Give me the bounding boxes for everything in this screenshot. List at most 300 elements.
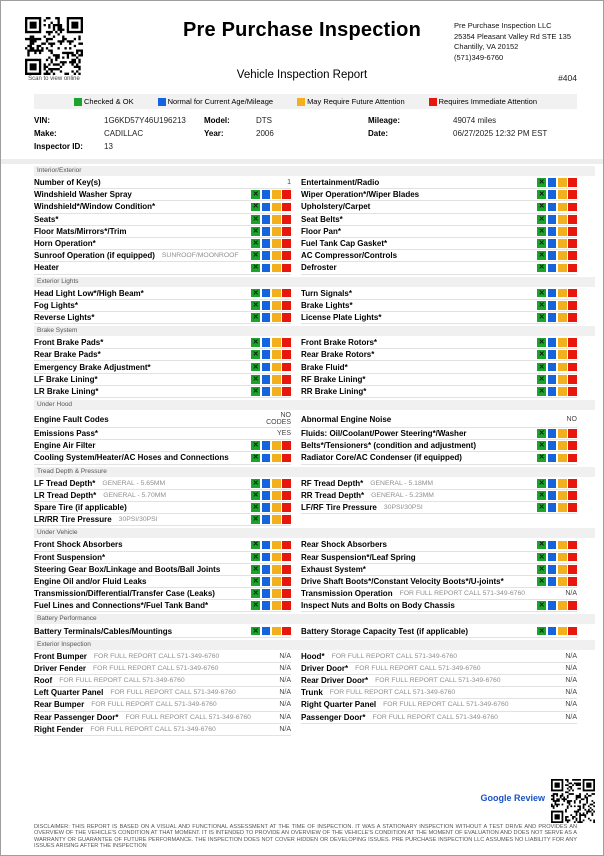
rating-scale [537, 601, 577, 610]
rating-blue-box [262, 264, 271, 273]
rating-x-mark: ✕ [538, 264, 545, 272]
inspection-row [34, 490, 577, 502]
rating-red-box [282, 375, 291, 384]
rating-x-mark: ✕ [252, 565, 259, 573]
rating-blue-box [262, 251, 271, 260]
rating-red-box [282, 350, 291, 359]
item-label: LF/RF Tire Pressure [301, 503, 377, 513]
rating-red-box [282, 577, 291, 586]
rating-blue-box [548, 503, 557, 512]
rating-yellow-box [558, 503, 567, 512]
rating-x-mark: ✕ [252, 491, 259, 499]
inspection-cell [301, 564, 577, 576]
inspection-row [34, 177, 577, 189]
rating-green-selected-box [537, 627, 546, 636]
rating-scale [251, 577, 291, 586]
rating-scale [251, 227, 291, 236]
rating-red-box [568, 541, 577, 550]
item-label: License Plate Lights* [301, 312, 382, 322]
inspection-row [34, 411, 577, 428]
rating-yellow-box [558, 429, 567, 438]
rating-red-box [568, 441, 577, 450]
item-label: RF Brake Lining* [301, 374, 366, 384]
rating-x-mark: ✕ [538, 565, 545, 573]
rating-x-mark: ✕ [252, 479, 259, 487]
inspection-cell [301, 374, 577, 386]
item-note: FOR FULL REPORT CALL 571-349-6760 [59, 677, 185, 685]
rating-scale [251, 375, 291, 384]
rating-blue-box [262, 601, 271, 610]
rating-yellow-box [272, 577, 281, 586]
item-value: N/A [565, 701, 577, 709]
item-label: Battery Terminals/Cables/Mountings [34, 626, 173, 636]
rating-blue-box [548, 454, 557, 463]
rating-scale [537, 577, 577, 586]
item-note: FOR FULL REPORT CALL 571-349-6760 [125, 713, 251, 721]
rating-red-box [282, 239, 291, 248]
inspection-row [34, 576, 577, 588]
rating-green-selected-box [537, 338, 546, 347]
inspection-cell [301, 663, 577, 675]
rating-red-box [568, 503, 577, 512]
item-value: NO [566, 415, 577, 423]
item-label: Floor Mats/Mirrors*/Trim [34, 226, 127, 236]
vehicle-field-label: Date: [368, 129, 389, 138]
report-number: #404 [558, 73, 577, 83]
inspection-cell [301, 189, 577, 201]
rating-red-box [568, 375, 577, 384]
blue-legend-swatch [158, 98, 166, 106]
inspection-cell [34, 478, 291, 490]
inspection-cell [34, 687, 291, 699]
rating-red-box [568, 627, 577, 636]
rating-yellow-box [558, 541, 567, 550]
rating-red-box [568, 387, 577, 396]
rating-scale [251, 565, 291, 574]
rating-blue-box [548, 289, 557, 298]
rating-x-mark: ✕ [252, 602, 259, 610]
rating-scale [251, 289, 291, 298]
rating-blue-box [548, 565, 557, 574]
page-title: Pre Purchase Inspection [182, 19, 422, 41]
inspection-cell [34, 361, 291, 373]
vehicle-field-label: Model: [204, 116, 230, 125]
inspection-cell [301, 312, 577, 324]
section-header: Exterior Inspection [34, 640, 595, 650]
rating-yellow-box [272, 454, 281, 463]
rating-x-mark: ✕ [538, 387, 545, 395]
inspection-cell [34, 189, 291, 201]
item-label: Seats* [34, 214, 59, 224]
rating-scale [537, 264, 577, 273]
rating-yellow-box [272, 441, 281, 450]
rating-yellow-box [558, 577, 567, 586]
company-address-line1: 25354 Pleasant Valley Rd STE 135 [454, 31, 572, 41]
item-label: AC Compressor/Controls [301, 251, 398, 261]
rating-blue-box [262, 565, 271, 574]
item-label: Emissions Pass* [34, 429, 99, 439]
inspection-cell [301, 428, 577, 440]
rating-scale [251, 203, 291, 212]
vehicle-field-value: 1G6KD57Y46U196213 [104, 116, 186, 125]
rating-green-selected-box [251, 515, 260, 524]
rating-red-box [568, 565, 577, 574]
rating-red-box [282, 190, 291, 199]
rating-yellow-box [558, 190, 567, 199]
section-divider [1, 159, 603, 164]
vehicle-field-label: Year: [204, 129, 224, 138]
item-label: Radiator Core/AC Condenser (if equipped) [301, 453, 462, 463]
rating-green-selected-box [251, 479, 260, 488]
rating-scale [537, 313, 577, 322]
inspection-cell [34, 588, 291, 600]
report-header [1, 1, 603, 91]
item-label: LR Brake Lining* [34, 386, 99, 396]
rating-blue-box [548, 264, 557, 273]
inspection-cell [301, 724, 577, 736]
rating-scale [251, 338, 291, 347]
item-label: LF Brake Lining* [34, 374, 98, 384]
rating-scale [537, 503, 577, 512]
rating-yellow-box [558, 479, 567, 488]
rating-scale [251, 454, 291, 463]
rating-yellow-box [558, 553, 567, 562]
rating-blue-box [262, 350, 271, 359]
rating-red-box [568, 289, 577, 298]
rating-green-selected-box [537, 203, 546, 212]
inspection-cell [34, 411, 291, 428]
item-label: Rear Suspension*/Leaf Spring [301, 552, 416, 562]
rating-green-selected-box [251, 589, 260, 598]
item-note: GENERAL - 5.18MM [370, 479, 434, 487]
rating-scale [251, 627, 291, 636]
rating-red-box [282, 215, 291, 224]
rating-blue-box [262, 227, 271, 236]
rating-yellow-box [272, 338, 281, 347]
rating-green-selected-box [537, 190, 546, 199]
rating-scale [537, 479, 577, 488]
rating-yellow-box [558, 239, 567, 248]
inspection-cell [301, 576, 577, 588]
rating-red-box [282, 251, 291, 260]
inspection-cell [34, 651, 291, 663]
item-note: FOR FULL REPORT CALL 571-349-6760 [375, 677, 501, 685]
vehicle-field-value: 13 [104, 142, 113, 151]
item-value: N/A [279, 652, 291, 660]
rating-blue-box [262, 541, 271, 550]
rating-blue-box [548, 627, 557, 636]
inspection-cell [301, 361, 577, 373]
section-header: Tread Depth & Pressure [34, 467, 595, 477]
inspection-row [34, 349, 577, 361]
inspection-row [34, 651, 577, 663]
disclaimer-text: DISCLAIMER: THIS REPORT IS BASED ON A VISUAL AND FUNCTIONAL ASSESSMENT AT THE TIME OF INSPECTION. IT WAS A STATIONARY INSPECTION WITHOUT A TEST DRIVE AND PROVIDES AN OVERVIEW OF THE VEHICLE'S CONDITION AT THAT MOMENT. IT IS INTENDED TO PROVIDE AN OVERVIEW OF THE VEHICLE'S CONDITION AT THE MOMENT OF EVALUATION AND DOES NOT SERVE AS A WARRANTY OR GUARANTEE OF FUTURE PERFORMANCE. THE INSPECTION DOES NOT COVER HIDDEN OR DEVELOPING ISSUES. PRE PURCHASE INSPECTION LLC ASSUMES NO LIABILITY FOR ANY ISSUES ARISING AFTER THE INSPECTION [34, 823, 577, 850]
item-label: Transmission/Differential/Transfer Case (Leaks) [34, 589, 215, 599]
rating-green-selected-box [537, 215, 546, 224]
legend-item [158, 97, 273, 106]
item-label: Engine Fault Codes [34, 414, 109, 424]
rating-green-selected-box [537, 429, 546, 438]
rating-green-selected-box [251, 363, 260, 372]
rating-blue-box [548, 227, 557, 236]
rating-green-selected-box [537, 541, 546, 550]
item-label: Cooling System/Heater/AC Hoses and Connections [34, 453, 229, 463]
rating-scale [537, 350, 577, 359]
inspection-cell [301, 687, 577, 699]
rating-scale [537, 215, 577, 224]
rating-green-selected-box [251, 503, 260, 512]
rating-blue-box [262, 503, 271, 512]
rating-x-mark: ✕ [252, 252, 259, 260]
rating-yellow-box [558, 491, 567, 500]
rating-red-box [282, 264, 291, 273]
section-header: Interior/Exterior [34, 166, 595, 176]
vehicle-field-empty [368, 140, 453, 153]
item-label: Front Brake Rotors* [301, 338, 378, 348]
legend-item [429, 97, 537, 106]
rating-green-selected-box [537, 387, 546, 396]
item-label: Front Suspension* [34, 552, 106, 562]
rating-scale [251, 541, 291, 550]
item-note: FOR FULL REPORT CALL 571-349-6760 [399, 590, 526, 598]
rating-scale [251, 239, 291, 248]
rating-red-box [568, 601, 577, 610]
item-label: Abnormal Engine Noise [301, 414, 392, 424]
rating-green-selected-box [537, 375, 546, 384]
item-label: Belts*/Tensioners* (condition and adjustment) [301, 441, 476, 451]
inspection-row [34, 440, 577, 452]
rating-green-selected-box [251, 553, 260, 562]
rating-x-mark: ✕ [252, 504, 259, 512]
inspection-cell [34, 428, 291, 440]
rating-x-mark: ✕ [252, 541, 259, 549]
rating-scale [251, 515, 291, 524]
rating-green-selected-box [537, 264, 546, 273]
inspection-row [34, 564, 577, 576]
rating-scale [537, 454, 577, 463]
inspection-cell [301, 502, 577, 514]
rating-green-selected-box [537, 503, 546, 512]
item-label: Brake Fluid* [301, 362, 348, 372]
inspection-cell [301, 300, 577, 312]
rating-yellow-box [272, 203, 281, 212]
inspection-cell [34, 699, 291, 711]
rating-red-box [282, 289, 291, 298]
vehicle-field-value: 06/27/2025 12:32 PM EST [453, 129, 548, 138]
inspection-row [34, 374, 577, 386]
inspection-cell [301, 478, 577, 490]
rating-green-selected-box [537, 363, 546, 372]
scan-qr-code-icon [25, 17, 83, 75]
rating-scale [537, 429, 577, 438]
item-label: LR/RR Tire Pressure [34, 515, 112, 525]
vehicle-field-label: Mileage: [368, 116, 401, 125]
inspection-cell [34, 539, 291, 551]
inspection-cell [301, 177, 577, 189]
inspection-row [34, 201, 577, 213]
rating-x-mark: ✕ [538, 553, 545, 561]
inspection-cell [34, 440, 291, 452]
rating-green-selected-box [537, 565, 546, 574]
rating-blue-box [262, 627, 271, 636]
rating-scale [251, 503, 291, 512]
rating-scale [537, 541, 577, 550]
rating-scale [537, 553, 577, 562]
rating-yellow-box [272, 387, 281, 396]
rating-green-selected-box [251, 375, 260, 384]
rating-blue-box [262, 375, 271, 384]
item-label: Head Light Low*/High Beam* [34, 288, 144, 298]
rating-blue-box [262, 553, 271, 562]
rating-yellow-box [272, 227, 281, 236]
rating-red-box [568, 227, 577, 236]
rating-red-box [282, 338, 291, 347]
rating-red-box [568, 491, 577, 500]
rating-yellow-box [272, 627, 281, 636]
inspection-cell [34, 675, 291, 687]
inspection-cell [34, 238, 291, 250]
company-address-line2: Chantilly, VA 20152 [454, 42, 519, 51]
rating-scale [537, 227, 577, 236]
item-value: N/A [279, 677, 291, 685]
inspection-row [34, 238, 577, 250]
rating-blue-box [262, 215, 271, 224]
inspection-row [34, 226, 577, 238]
inspection-cell [34, 201, 291, 213]
legend-label: Requires Immediate Attention [438, 97, 538, 106]
rating-x-mark: ✕ [538, 227, 545, 235]
inspection-cell [301, 651, 577, 663]
inspection-row [34, 600, 577, 612]
inspection-row [34, 337, 577, 349]
rating-x-mark: ✕ [538, 351, 545, 359]
legend-label: Normal for Current Age/Mileage [167, 97, 274, 106]
inspection-cell [301, 552, 577, 564]
rating-yellow-box [558, 264, 567, 273]
rating-scale [251, 190, 291, 199]
rating-x-mark: ✕ [252, 351, 259, 359]
rating-yellow-box [272, 375, 281, 384]
item-value: N/A [565, 590, 577, 598]
rating-scale [251, 301, 291, 310]
rating-blue-box [548, 577, 557, 586]
rating-red-box [282, 565, 291, 574]
rating-scale [537, 301, 577, 310]
rating-scale [537, 363, 577, 372]
rating-green-selected-box [251, 491, 260, 500]
rating-yellow-box [272, 589, 281, 598]
inspection-row [34, 712, 577, 724]
rating-blue-box [262, 338, 271, 347]
item-note: GENERAL - 5.65MM [102, 479, 166, 487]
item-label: Emergency Brake Adjustment* [34, 362, 151, 372]
section-header: Exterior Lights [34, 277, 595, 287]
google-review-link[interactable]: Google Review [480, 793, 545, 803]
inspection-row [34, 539, 577, 551]
rating-blue-box [262, 589, 271, 598]
rating-red-box [282, 301, 291, 310]
rating-green-selected-box [537, 601, 546, 610]
vehicle-field-value: CADILLAC [104, 129, 144, 138]
rating-red-box [568, 190, 577, 199]
inspection-cell [34, 576, 291, 588]
rating-yellow-box [558, 441, 567, 450]
rating-red-box [568, 178, 577, 187]
inspection-cell [34, 502, 291, 514]
rating-x-mark: ✕ [538, 289, 545, 297]
item-label: Right Fender [34, 724, 84, 734]
inspection-cell [301, 675, 577, 687]
item-label: Windshield*/Window Condition* [34, 202, 156, 212]
rating-yellow-box [558, 251, 567, 260]
rating-red-box [568, 264, 577, 273]
inspection-cell [301, 452, 577, 464]
item-label: Rear Brake Rotors* [301, 350, 375, 360]
rating-scale [537, 441, 577, 450]
report-subtitle: Vehicle Inspection Report [236, 69, 368, 81]
inspection-row [34, 478, 577, 490]
rating-green-selected-box [251, 289, 260, 298]
rating-green-selected-box [251, 387, 260, 396]
rating-green-selected-box [537, 553, 546, 562]
rating-blue-box [548, 301, 557, 310]
item-label: Seat Belts* [301, 214, 343, 224]
inspection-cell [34, 386, 291, 398]
rating-green-selected-box [251, 565, 260, 574]
item-value: N/A [565, 677, 577, 685]
inspection-cell [34, 564, 291, 576]
rating-red-box [568, 577, 577, 586]
rating-blue-box [262, 190, 271, 199]
rating-blue-box [262, 313, 271, 322]
rating-x-mark: ✕ [252, 590, 259, 598]
item-label: Rear Shock Absorbers [301, 540, 387, 550]
rating-x-mark: ✕ [252, 227, 259, 235]
inspection-cell [301, 600, 577, 612]
rating-yellow-box [558, 375, 567, 384]
rating-red-box [568, 454, 577, 463]
item-value: N/A [565, 652, 577, 660]
item-label: Heater [34, 263, 59, 273]
rating-blue-box [262, 577, 271, 586]
rating-red-box [282, 503, 291, 512]
rating-green-selected-box [537, 441, 546, 450]
rating-blue-box [548, 491, 557, 500]
rating-green-selected-box [537, 301, 546, 310]
rating-green-selected-box [537, 239, 546, 248]
rating-yellow-box [272, 190, 281, 199]
inspection-row [34, 288, 577, 300]
rating-green-selected-box [251, 251, 260, 260]
item-value: N/A [279, 701, 291, 709]
item-note: FOR FULL REPORT CALL 571-349-6760 [329, 689, 456, 697]
rating-scale [537, 178, 577, 187]
company-info [454, 21, 571, 63]
rating-red-box [282, 363, 291, 372]
section-header: Battery Performance [34, 614, 595, 624]
item-note: 30PSI/30PSI [383, 504, 423, 512]
rating-blue-box [548, 190, 557, 199]
rating-blue-box [548, 429, 557, 438]
rating-scale [251, 350, 291, 359]
rating-yellow-box [272, 239, 281, 248]
rating-yellow-box [272, 491, 281, 500]
rating-blue-box [548, 178, 557, 187]
rating-green-selected-box [537, 350, 546, 359]
rating-blue-box [262, 301, 271, 310]
rating-green-selected-box [251, 577, 260, 586]
rating-scale [537, 239, 577, 248]
